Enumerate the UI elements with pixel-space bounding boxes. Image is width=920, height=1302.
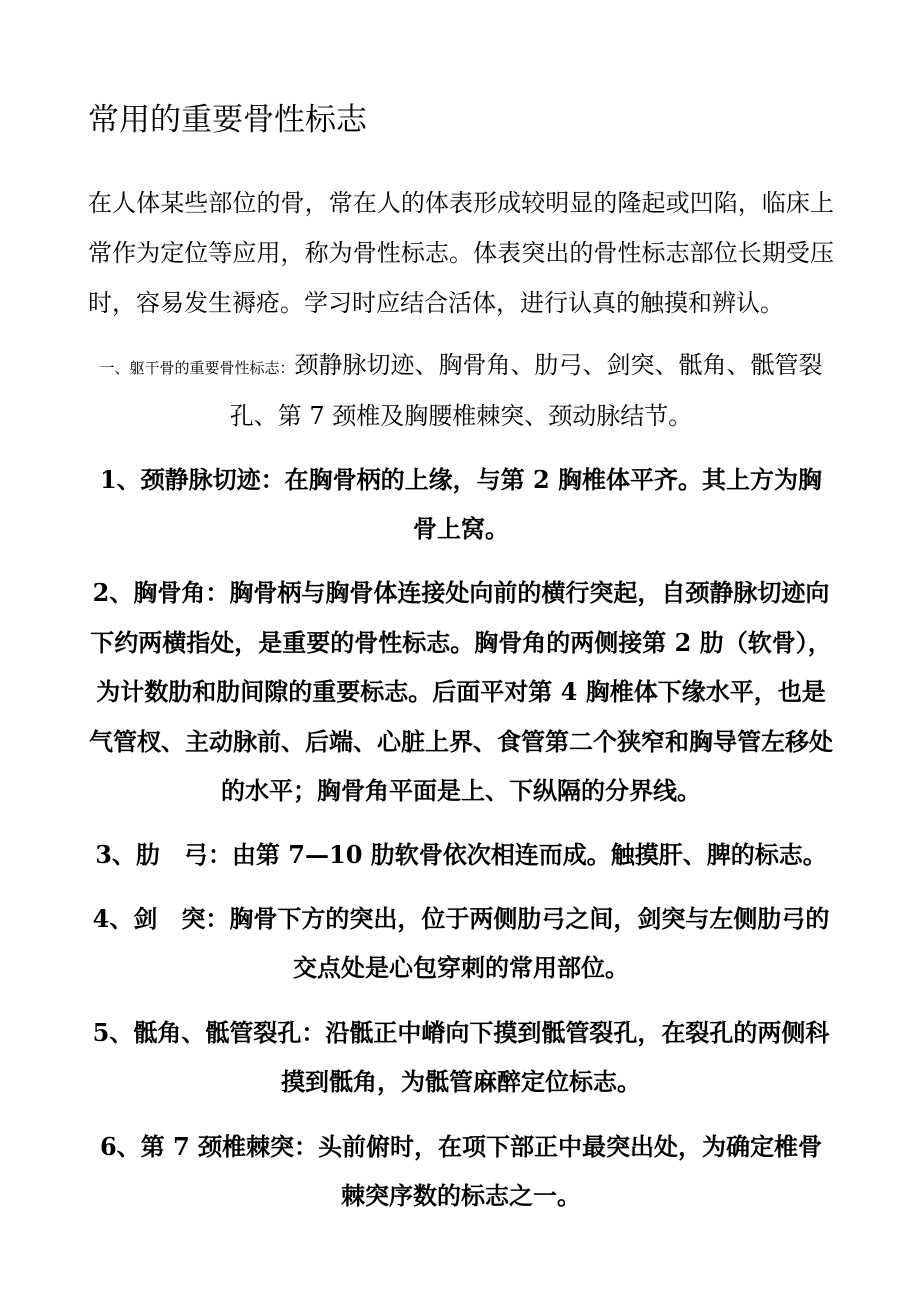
list-item-xiphoid-process [88,894,834,992]
section-heading-paragraph [88,341,834,440]
item-text: 由第 7—10 肋软骨依次相连而成。触摸肝、脾的标志。 [231,840,827,869]
section-list: 颈静脉切迹、胸骨角、肋弓、剑突、骶角、骶管裂孔、第 7 颈椎及胸腰椎棘突、颈动脉结节。 [229,351,823,430]
list-item-sacral-hiatus [88,1008,834,1106]
item-name: 肋 弓： [135,840,232,869]
item-number: 1、 [99,465,141,494]
intro-paragraph: 在人体某些部位的骨，常在人的体表形成较明显的隆起或凹陷，临床上常作为定位等应用，称为骨性标志。体表突出的骨性标志部位长期受压时，容易发生褥疮。学习时应结合活体，进行认真的触摸和辨认。 [88,189,834,317]
item-name: 骶角、骶管裂孔： [133,1018,326,1047]
item-name: 剑 突： [133,904,230,933]
item-text: 头前俯时，在项下部正中最突出处，为确定椎骨棘突序数的标志之一。 [318,1132,823,1210]
item-number: 4、 [92,904,134,933]
list-item-costal-arch [88,830,834,879]
item-text: 胸骨下方的突出，位于两侧肋弓之间，剑突与左侧肋弓的交点处是心包穿刺的常用部位。 [229,904,830,982]
item-text: 沿骶正中嵴向下摸到骶管裂孔，在裂孔的两侧科摸到骶角，为骶管麻醉定位标志。 [281,1018,830,1096]
item-name: 第 7 颈椎棘突： [140,1132,319,1161]
item-number: 3、 [95,840,136,869]
item-text: 在胸骨柄的上缘，与第 2 胸椎体平齐。其上方为胸骨上窝。 [284,465,823,543]
item-text: 胸骨柄与胸骨体连接处向前的横行突起，自颈静脉切迹向下约两横指处，是重要的骨性标志。胸骨角的两侧接第 2 肋（软骨），为计数肋和肋间隙的重要标志。后面平对第 4 胸椎体下缘水平，也是气管杈、主动脉前、后端、心脏上界、食管第二个狭窄和胸导管左移处的水平；胸骨角平面是上、下纵隔的分界线。 [89,578,833,805]
document-title: 常用的重要骨性标志 [88,102,367,138]
section-heading: 一、躯干骨的重要骨性标志： [99,359,295,377]
list-item-jugular-notch [88,455,834,553]
item-number: 5、 [92,1018,134,1047]
item-number: 2、 [92,578,134,607]
list-item-c7-spinous-process [88,1122,834,1220]
item-number: 6、 [99,1132,141,1161]
list-item-sternal-angle [88,568,834,816]
item-name: 胸骨角： [133,578,230,607]
item-name: 颈静脉切迹： [140,465,285,494]
